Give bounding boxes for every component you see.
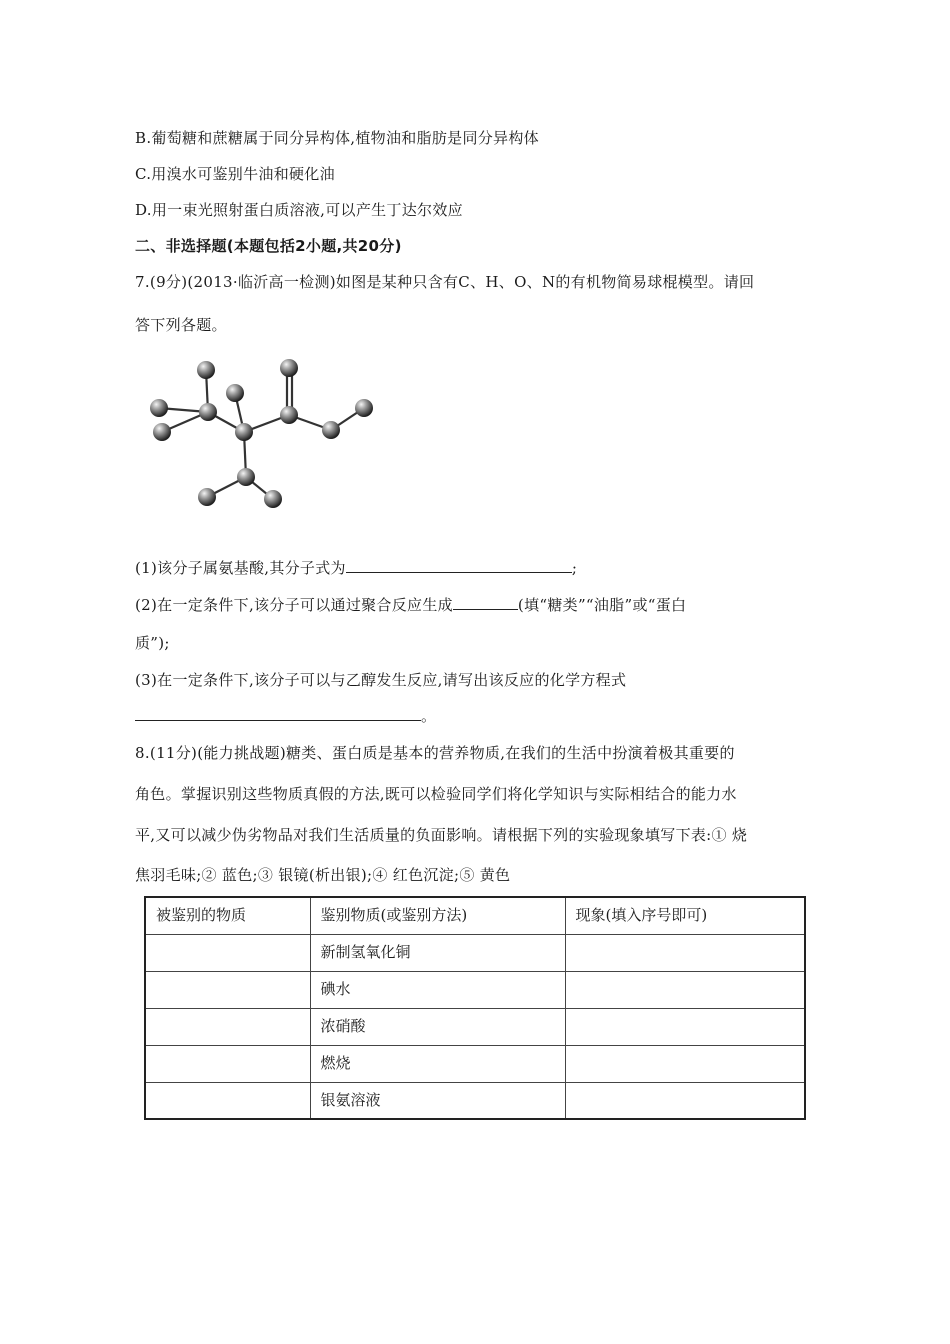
substance-cell[interactable] [145,1008,310,1045]
q7-part3-answer [135,705,436,726]
answer-blank-2[interactable] [453,595,518,610]
substance-cell[interactable] [145,1045,310,1082]
atom-n [237,468,255,486]
answer-blank-1[interactable] [346,558,572,573]
atom-h [355,399,373,417]
q8-stem-line2: 角色。掌握识别这些物质真假的方法,既可以检验同学们将化学知识与实际相结合的能力水 [135,785,737,803]
answer-blank-3[interactable] [135,706,421,721]
atom-h [153,423,171,441]
method-cell: 燃烧 [310,1045,565,1082]
atom-c [280,406,298,424]
substance-cell[interactable] [145,971,310,1008]
table-row [145,1045,805,1082]
q7-part2-end: (填“糖类”“油脂”或“蛋白 [517,596,687,614]
atom-h [198,488,216,506]
q8-stem-line3: 平,又可以减少伪劣物品对我们生活质量的负面影响。请根据下列的实验现象填写下表:① 烧 [135,826,748,844]
atom-c [235,423,253,441]
atom-c [199,403,217,421]
q7-part2 [135,594,686,615]
q7-part3-end: 。 [421,707,437,725]
atom-h [197,361,215,379]
substance-cell[interactable] [145,934,310,971]
table-row [145,1008,805,1045]
table-header: 鉴别物质(或鉴别方法) [310,897,565,934]
method-cell: 碘水 [310,971,565,1008]
option-d: D.用一束光照射蛋白质溶液,可以产生丁达尔效应 [135,201,463,219]
identification-table [144,896,806,1120]
phenomenon-cell[interactable] [565,971,805,1008]
q7-part1-end: ; [571,559,578,577]
atom-h [264,490,282,508]
option-b: B.葡萄糖和蔗糖属于同分异构体,植物油和脂肪是同分异构体 [135,129,539,147]
phenomenon-cell[interactable] [565,1045,805,1082]
phenomenon-cell[interactable] [565,1082,805,1119]
atom-h [150,399,168,417]
q8-stem-line4: 焦羽毛味;② 蓝色;③ 银镜(析出银);④ 红色沉淀;⑤ 黄色 [135,866,511,884]
q7-stem-line2: 答下列各题。 [135,316,227,334]
substance-cell[interactable] [145,1082,310,1119]
atoms [150,359,373,508]
q8-stem-line1: 8.(11分)(能力挑战题)糖类、蛋白质是基本的营养物质,在我们的生活中扮演着极其重要的 [135,744,735,762]
q7-part1 [135,557,577,578]
q7-stem-line1: 7.(9分)(2013·临沂高一检测)如图是某种只含有C、H、O、N的有机物简易球棍模型。请回 [135,273,755,291]
method-cell: 银氨溶液 [310,1082,565,1119]
ball-and-stick-model [140,350,390,520]
atom-o [280,359,298,377]
q7-part2-text: (2)在一定条件下,该分子可以通过聚合反应生成 [135,596,453,614]
table-row [145,1082,805,1119]
table-header: 现象(填入序号即可) [565,897,805,934]
atom-h [226,384,244,402]
method-cell: 浓硝酸 [310,1008,565,1045]
atom-o [322,421,340,439]
table-row [145,934,805,971]
table-header: 被鉴别的物质 [145,897,310,934]
method-cell: 新制氢氧化铜 [310,934,565,971]
phenomenon-cell[interactable] [565,1008,805,1045]
table-row [145,971,805,1008]
section-heading: 二、非选择题(本题包括2小题,共20分) [135,237,402,255]
q7-part3: (3)在一定条件下,该分子可以与乙醇发生反应,请写出该反应的化学方程式 [135,671,627,689]
option-c: C.用溴水可鉴别牛油和硬化油 [135,165,335,183]
q7-part2-line2: 质”); [135,634,170,652]
q7-part1-text: (1)该分子属氨基酸,其分子式为 [135,559,346,577]
table-header-row [145,897,805,934]
phenomenon-cell[interactable] [565,934,805,971]
